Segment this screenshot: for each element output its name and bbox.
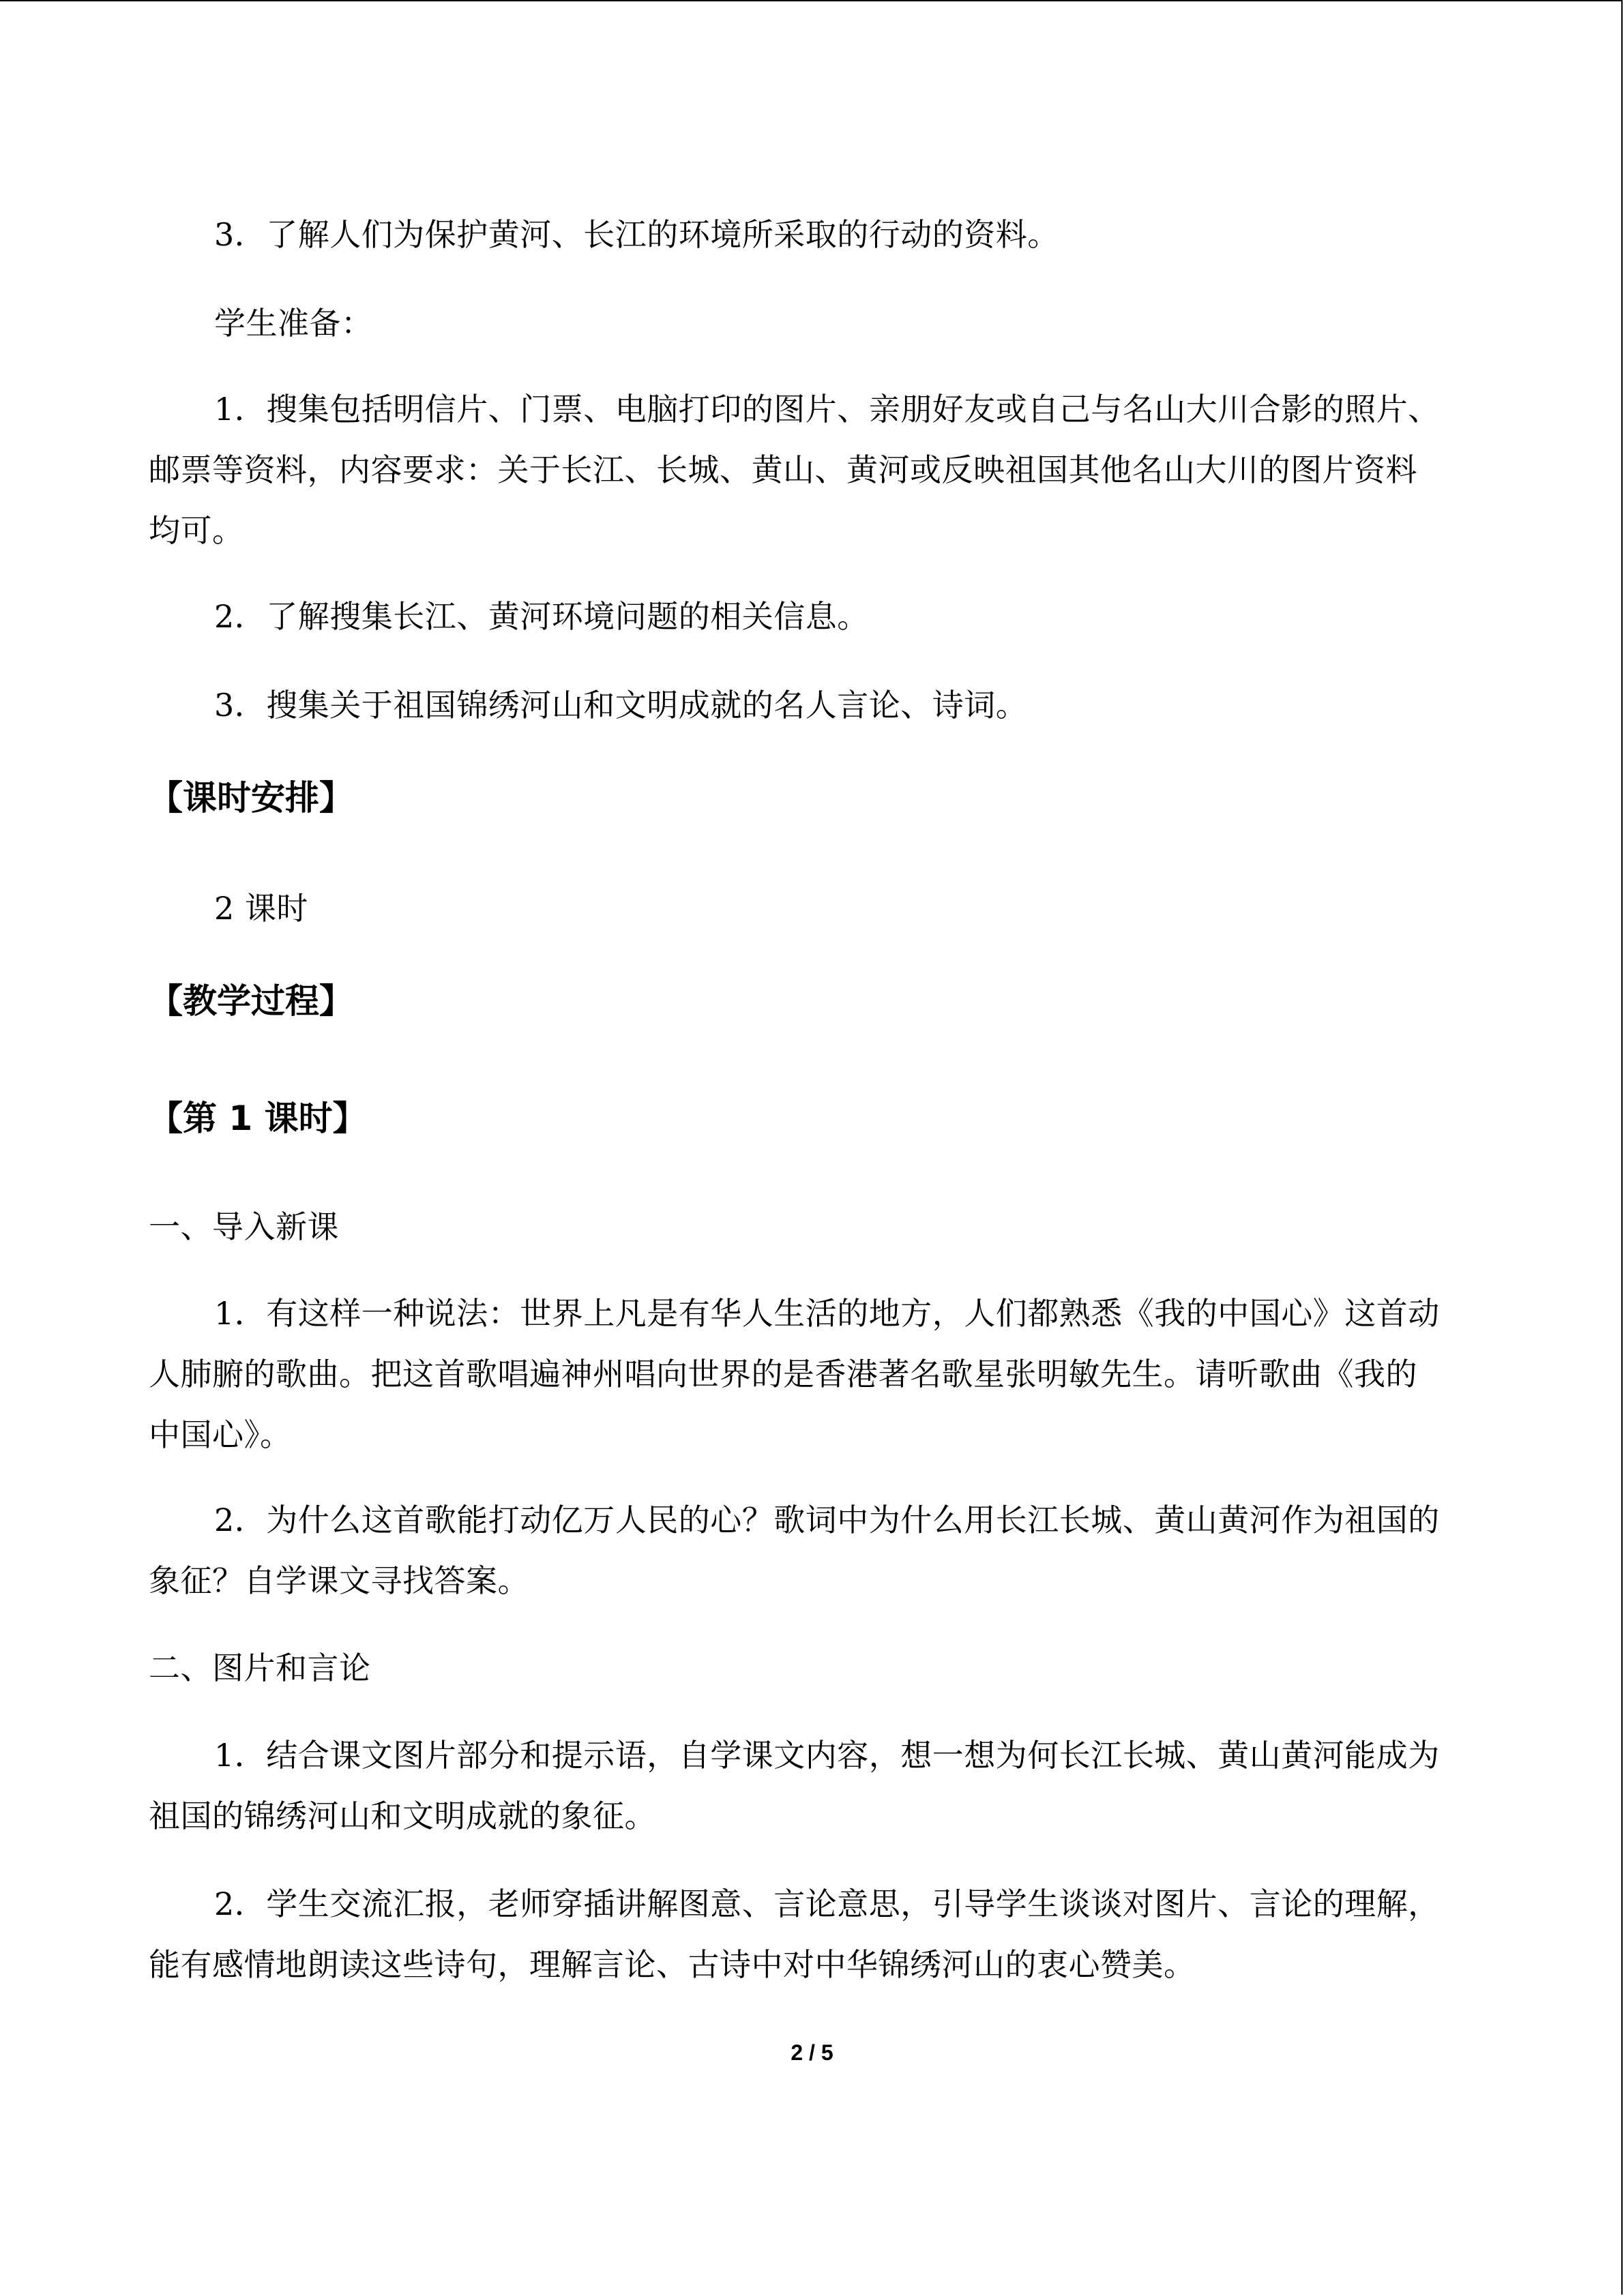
text-line: 均可。 (149, 512, 244, 549)
text-line: 2．了解搜集长江、黄河环境问题的相关信息。 (214, 598, 869, 635)
paragraph (149, 1490, 1475, 1611)
text-line: 1．搜集包括明信片、门票、电脑打印的图片、亲朋好友或自己与名山大川合影的照片、 (214, 391, 1440, 428)
paragraph (149, 1638, 1475, 1699)
paragraph (149, 1283, 1475, 1465)
paragraph (149, 586, 1475, 647)
text-line: 1．有这样一种说法：世界上凡是有华人生活的地方，人们都熟悉《我的中国心》这首动 (214, 1295, 1440, 1332)
text-line: 2．为什么这首歌能打动亿万人民的心？歌词中为什么用长江长城、黄山黄河作为祖国的 (214, 1502, 1440, 1538)
text-line: 3．搜集关于祖国锦绣河山和文明成就的名人言论、诗词。 (214, 687, 1028, 724)
text-line: 一、导入新课 (149, 1208, 339, 1245)
section-heading-lesson-1: 【第 1 课时】 (149, 1099, 367, 1138)
text-line: 象征？自学课文寻找答案。 (149, 1562, 529, 1599)
text-line: 学生准备： (214, 305, 373, 342)
paragraph (149, 1725, 1475, 1847)
paragraph (149, 293, 1475, 354)
text-line: 3．了解人们为保护黄河、长江的环境所采取的行动的资料。 (214, 216, 1059, 253)
paragraph (149, 675, 1475, 736)
text-line: 二、图片和言论 (149, 1650, 371, 1686)
page-number: 2 / 5 (791, 2040, 833, 2065)
text-line: 邮票等资料，内容要求：关于长江、长城、黄山、黄河或反映祖国其他名山大川的图片资料 (149, 451, 1417, 488)
text-line: 中国心》。 (149, 1416, 292, 1453)
text-line: 2 课时 (214, 890, 308, 927)
text-line: 祖国的锦绣河山和文明成就的象征。 (149, 1798, 656, 1834)
section-heading-process: 【教学过程】 (149, 981, 353, 1021)
text-line: 能有感情地朗读这些诗句，理解言论、古诗中对中华锦绣河山的衷心赞美。 (149, 1946, 1196, 1983)
text-line: 2．学生交流汇报，老师穿插讲解图意、言论意思，引导学生谈谈对图片、言论的理解， (214, 1885, 1440, 1922)
paragraph (149, 205, 1475, 265)
section-heading-schedule: 【课时安排】 (149, 778, 353, 818)
paragraph (149, 379, 1475, 561)
paragraph (149, 1874, 1475, 1995)
text-line: 人肺腑的歌曲。把这首歌唱遍神州唱向世界的是香港著名歌星张明敏先生。请听歌曲《我的 (149, 1356, 1417, 1392)
paragraph (149, 878, 1475, 939)
text-line: 1．结合课文图片部分和提示语，自学课文内容，想一想为何长江长城、黄山黄河能成为 (214, 1737, 1440, 1774)
paragraph (149, 1197, 1475, 1257)
